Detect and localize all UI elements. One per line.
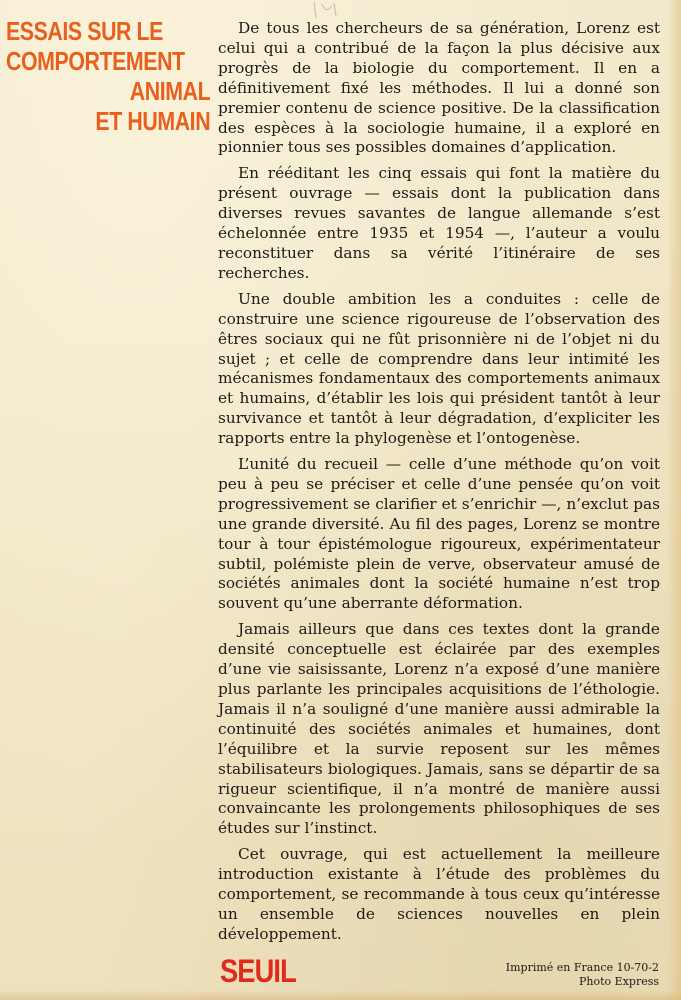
paragraph-4: L’unité du recueil — celle d’une méthode qu’on voit peu à peu se préciser et celle d’une pensée qu’on voit progressivement se clarifier et s’enrichir —, n’exclut pas une grande diversité. Au fil des pages, Lorenz se montre tour à tour épistémologue rigoureux, expérimentateur subtil, polémiste plein de verve, observateur amusé de sociétés animales dont la société humaine n’est trop souvent qu’une aberrante déformation. xyxy=(218,455,660,613)
paragraph-1: De tous les chercheurs de sa génération, Lorenz est celui qui a contribué de la façon la plus décisive aux progrès de la biologie du comportement. Il en a définitivement fixé les méthodes. Il lui a donné son premier contenu de science positive. De la classification des espèces à la sociologie humaine, il a exploré en pionnier tous ses possibles domaines d’application. xyxy=(218,19,660,157)
title-line-3: ANIMAL xyxy=(129,76,211,106)
imprint-line-photo: Photo Express xyxy=(579,975,659,988)
blurb-text xyxy=(218,19,660,951)
paragraph-3: Une double ambition les a conduites : celle de construire une science rigoureuse de l’observation des êtres sociaux qui ne fût prisonnière ni de l’objet ni du sujet ; et celle de comprendre dans leur intimité les mécanismes fondamentaux des comportements animaux et humains, d’établir les lois qui président tantôt à leur survivance et tantôt à leur dégradation, d’expliciter les rapports entre la phylogenèse et l’ontogenèse. xyxy=(218,289,660,448)
paper-edge-shading xyxy=(667,0,681,1000)
book-title xyxy=(6,16,211,136)
imprint-notice xyxy=(506,961,659,989)
paper-bottom-shading xyxy=(0,990,681,1000)
paragraph-5: Jamais ailleurs que dans ces textes dont la grande densité conceptuelle est éclairée par des exemples d’une vie saisissante, Lorenz n’a exposé d’une manière plus parlante les principales acquisitions de l’éthologie. Jamais il n’a souligné d’une manière aussi admirable la continuité des sociétés animales et humaines, dont l’équilibre et la survie reposent sur les mêmes stabilisateurs biologiques. Jamais, sans se départir de sa rigueur scientifique, il n’a montré de manière aussi convaincante les prolongements philosophiques de ses études sur l’instinct. xyxy=(218,620,660,838)
imprint-line-printed: Imprimé en France 10-70-2 xyxy=(505,961,659,974)
title-line-1: ESSAIS SUR LE xyxy=(6,16,163,46)
publisher-logo: SEUIL xyxy=(220,953,296,989)
paragraph-2: En rééditant les cinq essais qui font la matière du présent ouvrage — essais dont la publication dans diverses revues savantes de langue allemande s’est échelonnée entre 1935 et 1954 —, l’auteur a voulu reconstituer dans sa vérité l’itinéraire de ses recherches. xyxy=(218,164,660,282)
title-line-2: COMPORTEMENT xyxy=(6,46,185,76)
title-line-4: ET HUMAIN xyxy=(95,106,211,136)
paragraph-6: Cet ouvrage, qui est actuellement la meilleure introduction existante à l’étude des problèmes du comportement, se recommande à tous ceux qu’intéresse un ensemble de sciences nouvelles en plein développement. xyxy=(218,845,660,943)
